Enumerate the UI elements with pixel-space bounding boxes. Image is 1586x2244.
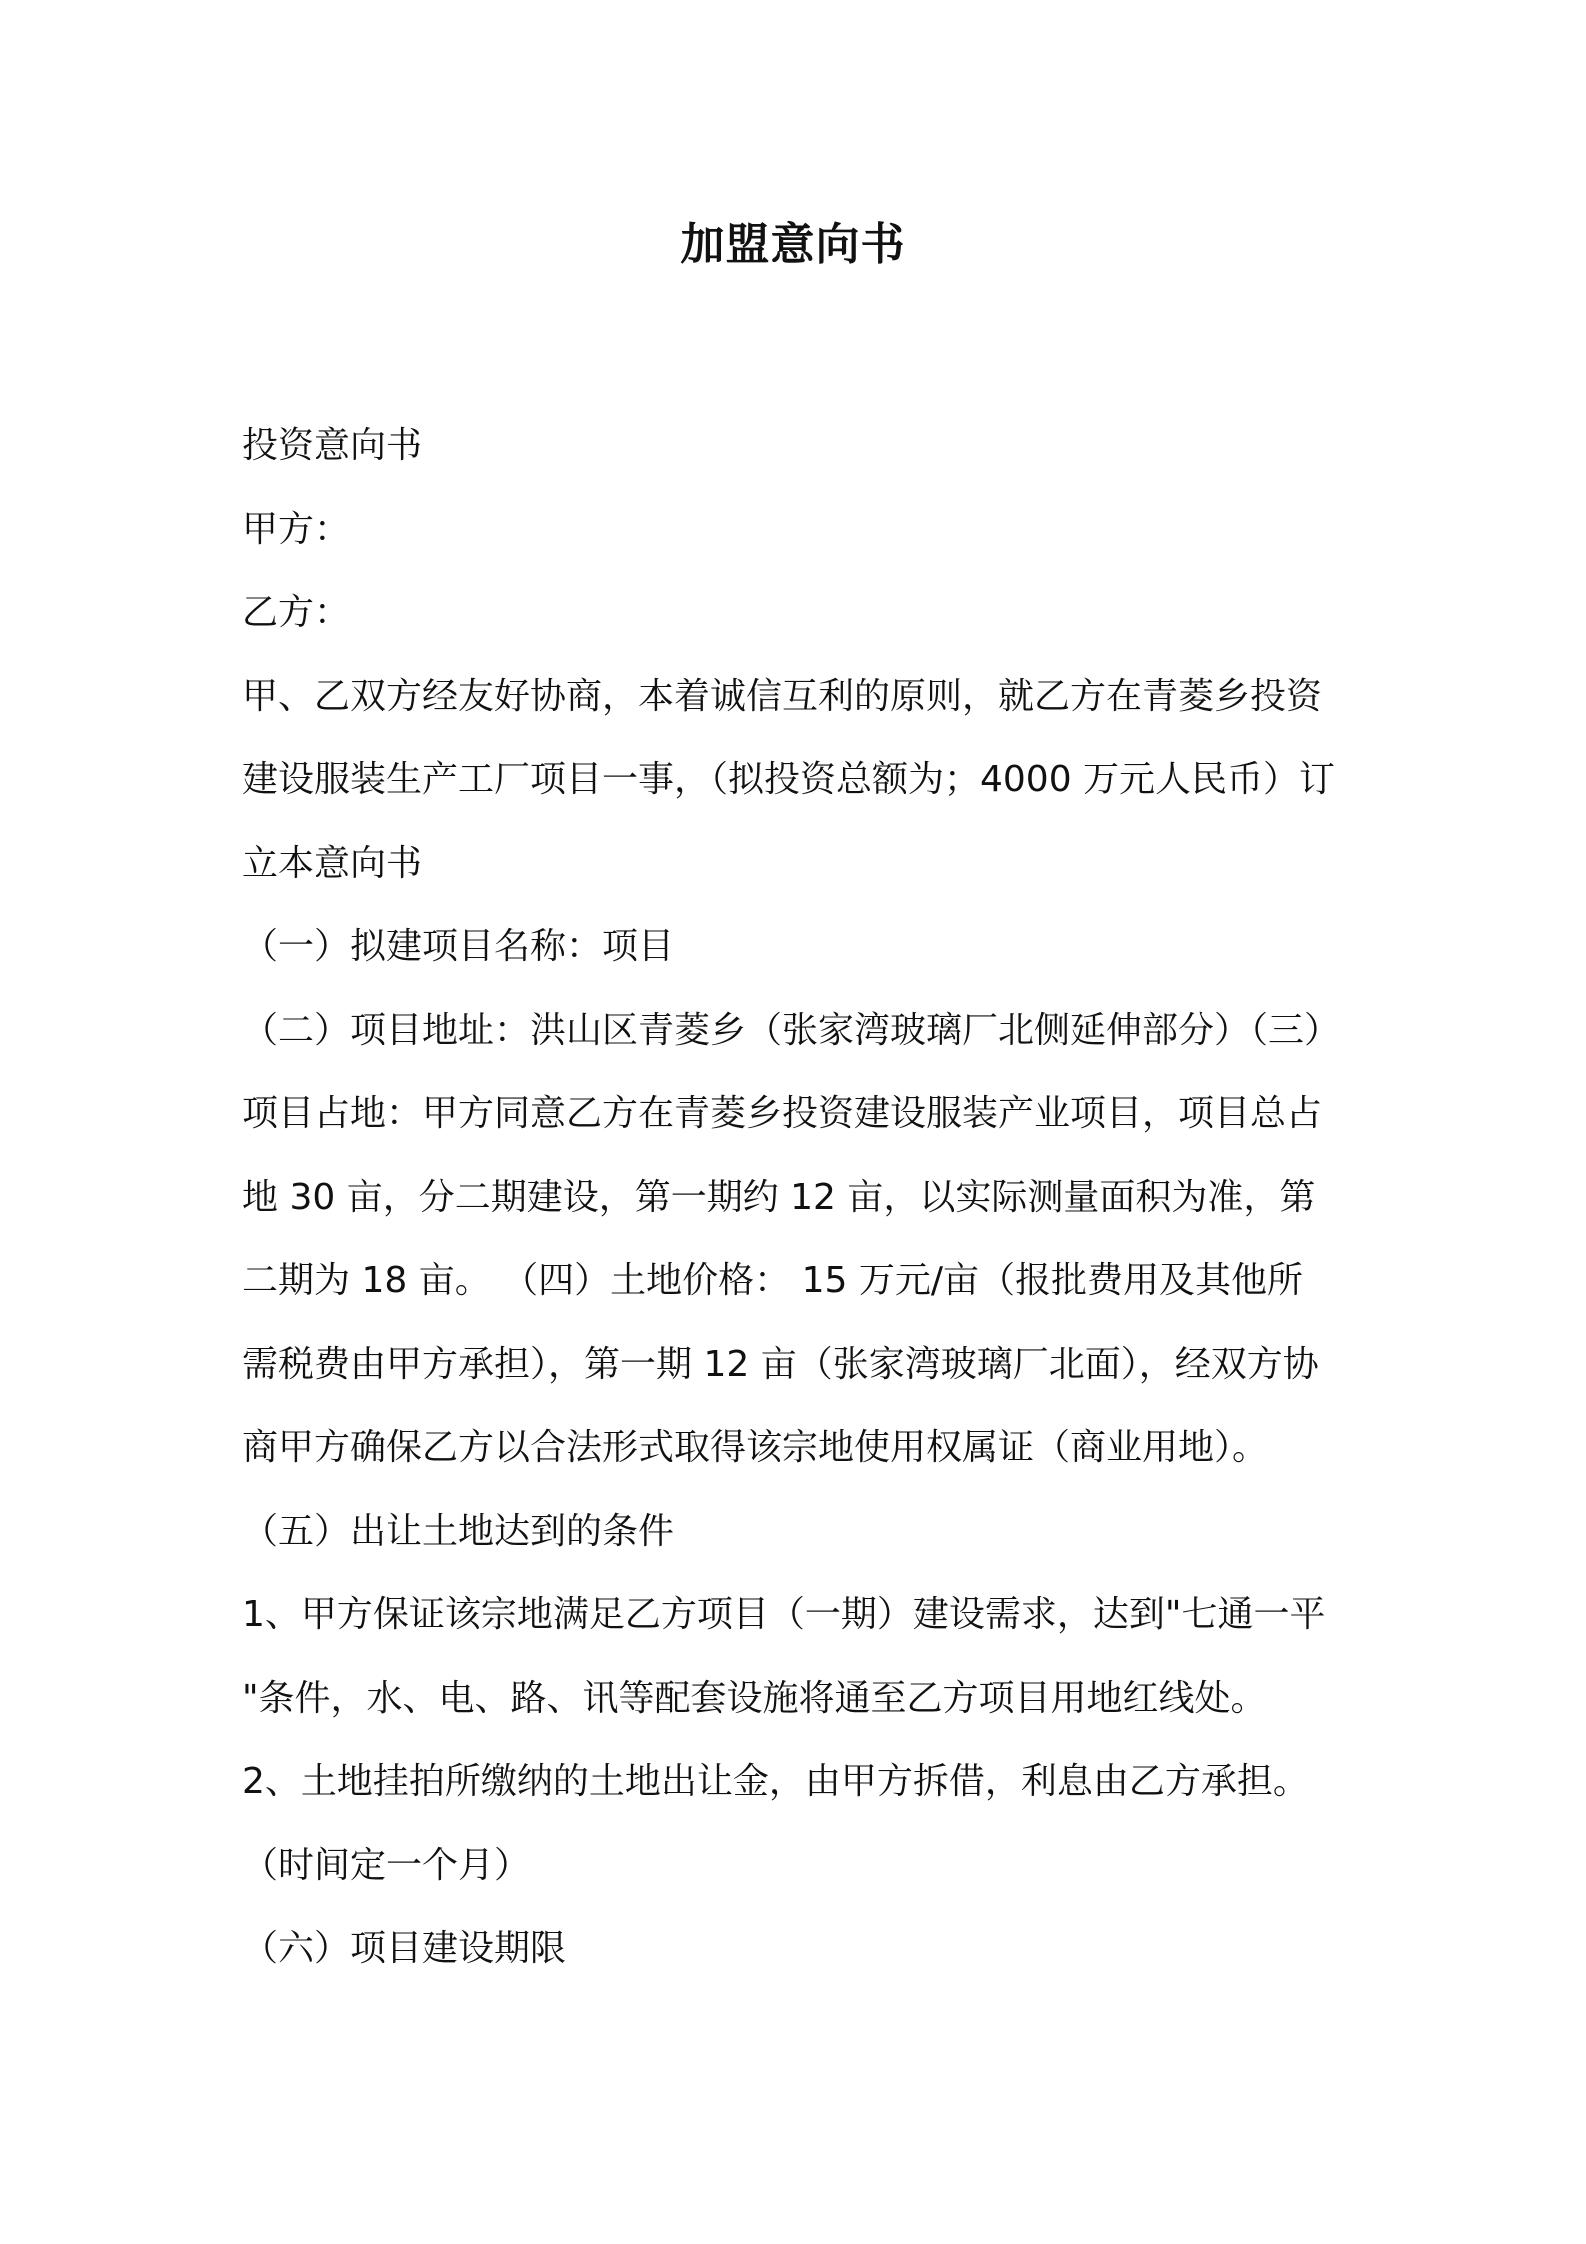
body-line: （二）项目地址：洪山区青菱乡（张家湾玻璃厂北侧延伸部分）（三）	[242, 1009, 1341, 1051]
body-line: 商甲方确保乙方以合法形式取得该宗地使用权属证（商业用地）。	[242, 1427, 1269, 1468]
document-body	[242, 404, 1357, 1991]
document-title: 加盟意向书	[680, 219, 906, 270]
body-line: （时间定一个月）	[242, 1844, 531, 1886]
body-line: 甲方：	[242, 508, 351, 550]
body-line: 乙方：	[242, 592, 351, 633]
body-line: "条件，水、电、路、讯等配套设施将通至乙方项目用地红线处。	[242, 1677, 1267, 1719]
body-line: 投资意向书	[242, 425, 423, 466]
body-line: 需税费由甲方承担），第一期 12 亩（张家湾玻璃厂北面），经双方协	[242, 1343, 1319, 1385]
body-line: 1、甲方保证该宗地满足乙方项目（一期）建设需求，达到"七通一平	[242, 1594, 1326, 1635]
body-line: （五）出让土地达到的条件	[242, 1510, 675, 1552]
body-line: 甲、乙双方经友好协商，本着诚信互利的原则，就乙方在青菱乡投资	[242, 675, 1323, 717]
body-line: 建设服装生产工厂项目一事，（拟投资总额为；4000 万元人民币）订	[242, 759, 1336, 800]
body-line: 立本意向书	[242, 842, 423, 884]
body-line: 地 30 亩，分二期建设，第一期约 12 亩，以实际测量面积为准，第	[242, 1176, 1316, 1218]
body-line: （一）拟建项目名称：项目	[242, 926, 675, 967]
body-line: 二期为 18 亩。 （四）土地价格： 15 万元/亩（报批费用及其他所	[242, 1260, 1303, 1301]
body-line: 项目占地：甲方同意乙方在青菱乡投资建设服装产业项目，项目总占	[242, 1093, 1323, 1134]
body-line: （六）项目建设期限	[242, 1928, 567, 1969]
body-line: 2、土地挂拍所缴纳的土地出让金，由甲方拆借，利息由乙方承担。	[242, 1761, 1309, 1802]
